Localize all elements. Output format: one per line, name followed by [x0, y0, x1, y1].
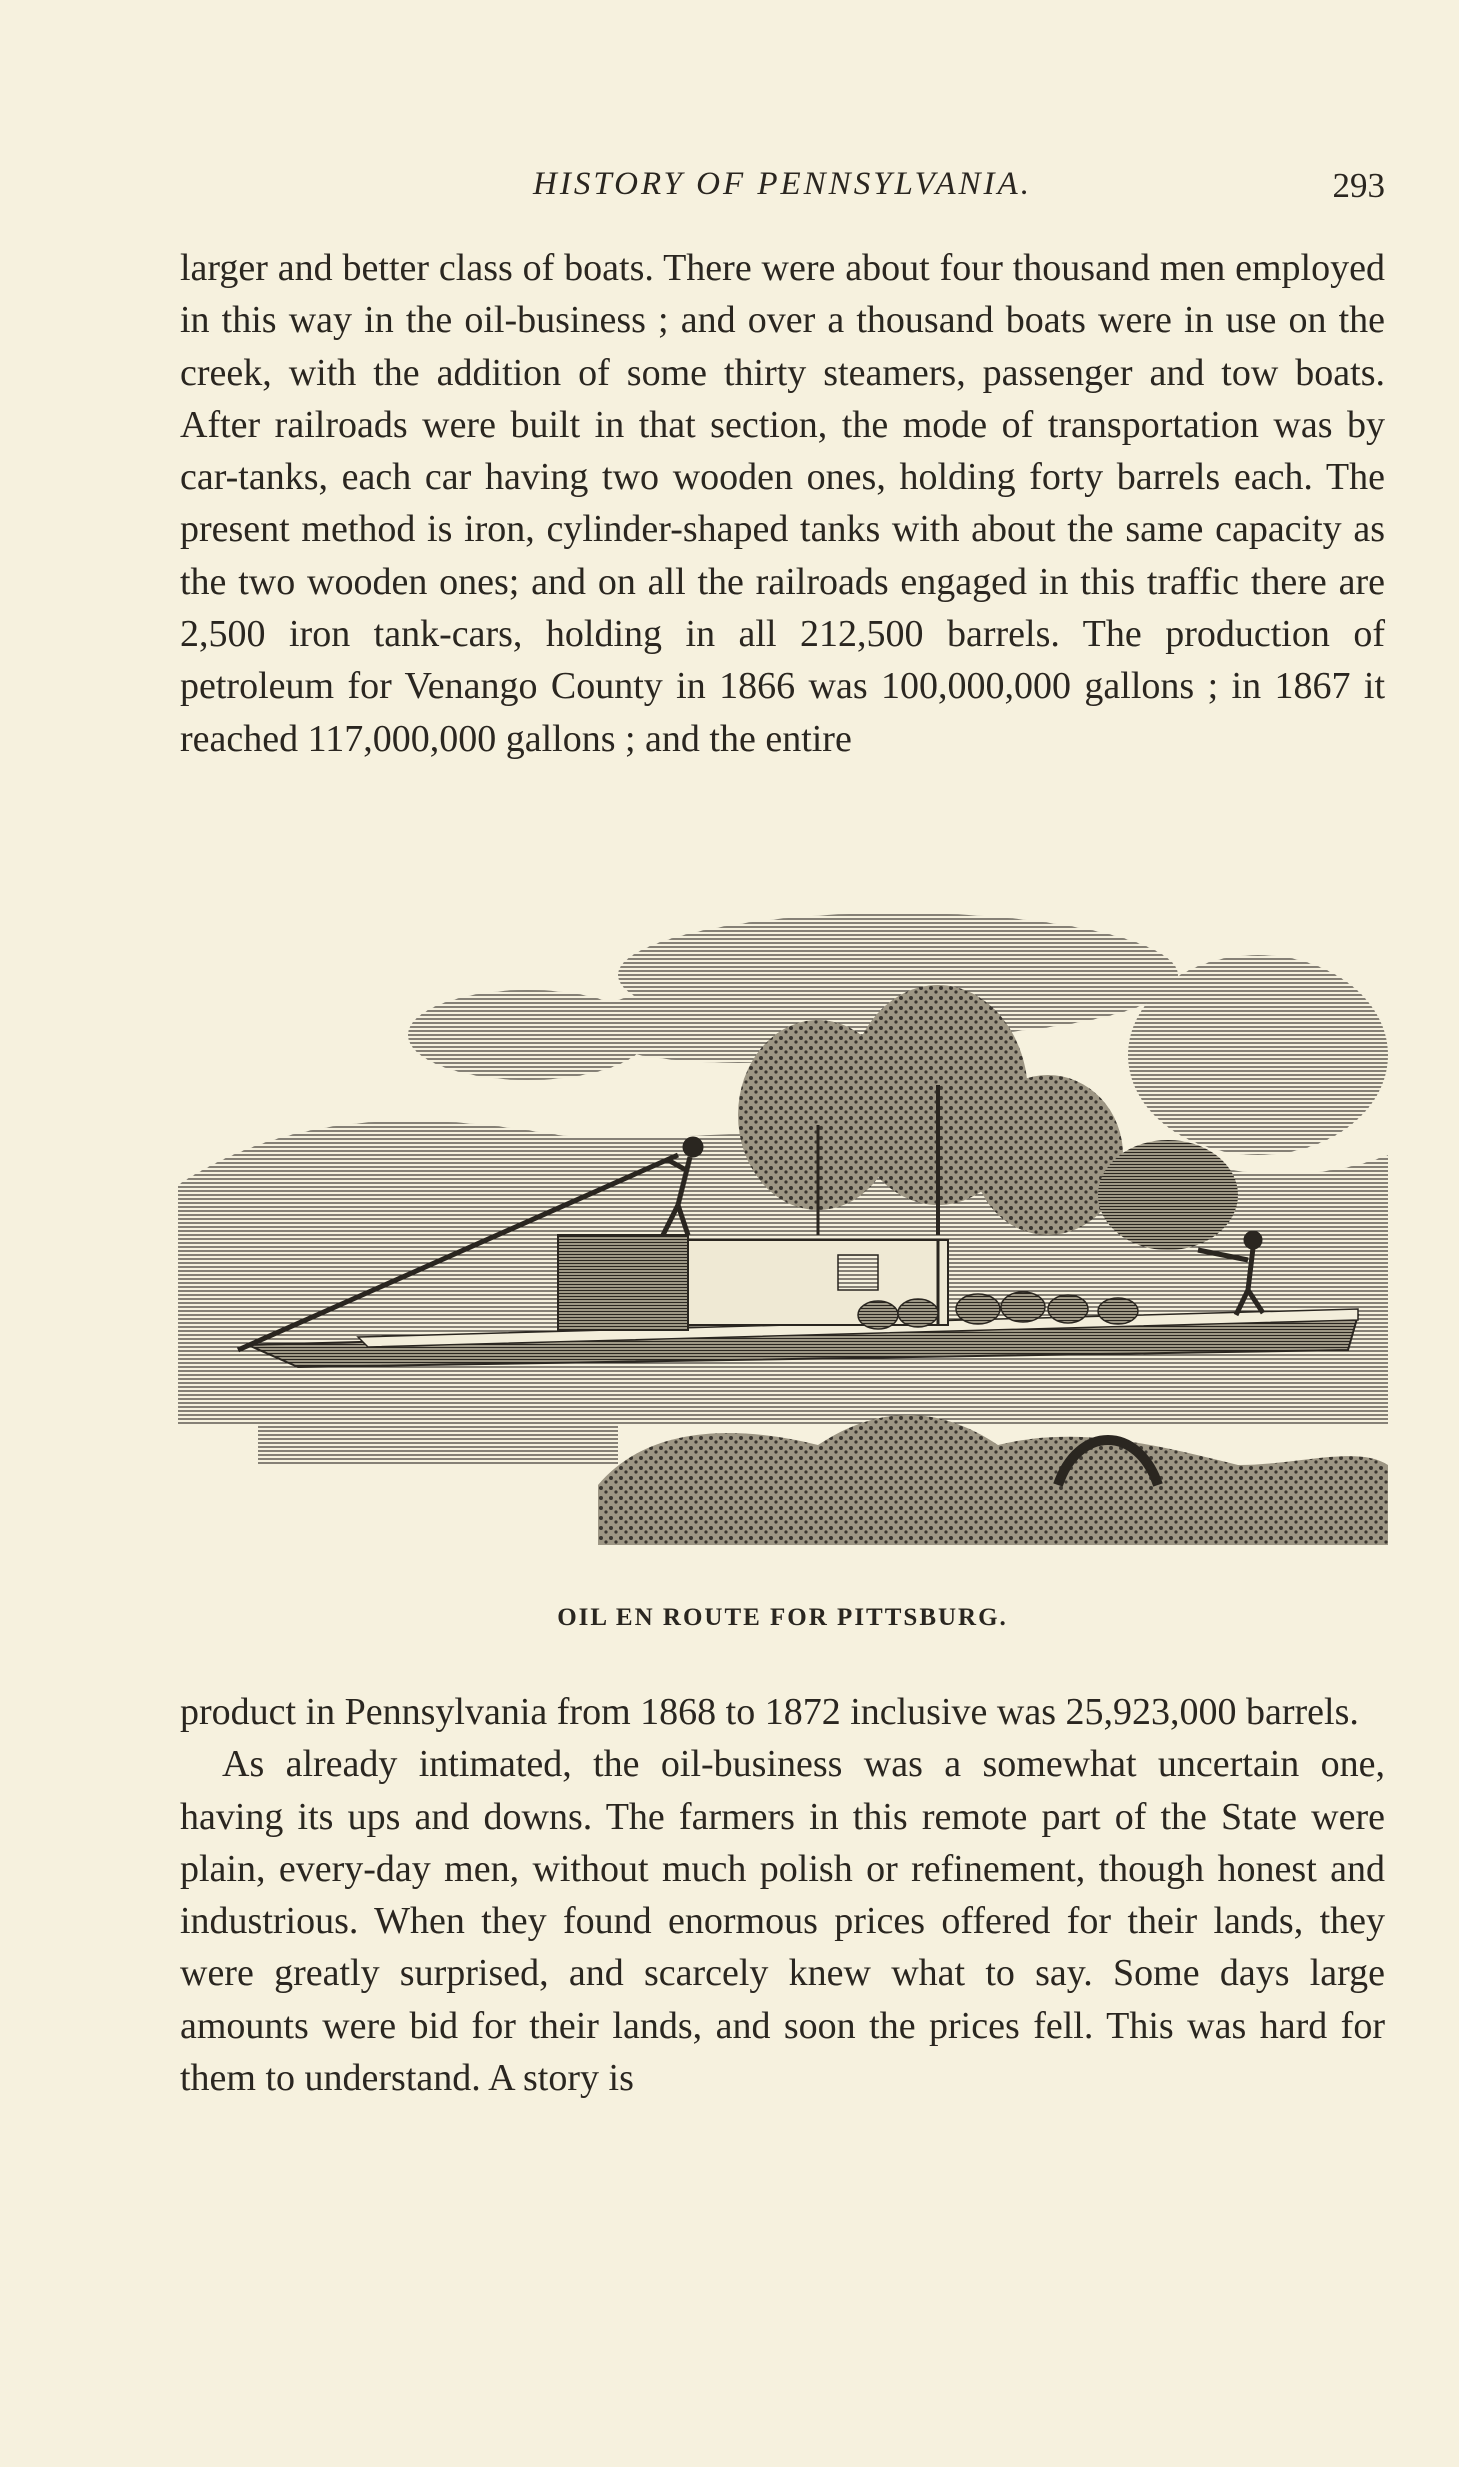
paragraph-bottom-2: As already intimated, the oil-business was a somewhat uncertain one, having its ups and downs. The farmers in this remote part of the State were plain, every-day men, without much polish or refinement, though honest and industrious. When they found enormous prices offered for their lands, they were greatly surprised, and scarcely knew what to say. Some days large amounts were bid for their lands, and soon the prices fell. This was hard for them to understand. A story is: [180, 1743, 1385, 2100]
running-title: HISTORY OF PENNSYLVANIA.: [533, 166, 1032, 202]
paragraph-top: [180, 242, 1385, 765]
paragraph-top-text: larger and better class of boats. There were about four thousand men employed in this way in the oil-business ; and over a thousand boats were in use on the creek, with the addition of some thirty steamers, passenger and tow boats. After railroads were built in that section, the mode of transportation was by car-tanks, each car having two wooden ones, holding forty barrels each. The present method is iron, cylinder-shaped tanks with about the same capacity as the two wooden ones; and on all the railroads engaged in this traffic there are 2,500 iron tank-cars, holding in all 212,500 barrels. The production of petroleum for Venango County in 1866 was 100,000,000 gallons ; in 1867 it reached 117,000,000 gallons ; and the entire: [180, 247, 1385, 760]
paragraph-bottom: [180, 1686, 1385, 2104]
foreground-brush: [598, 1415, 1388, 1545]
illustration-caption: OIL EN ROUTE FOR PITTSBURG.: [557, 1604, 1008, 1631]
engraving-oil-boat: [178, 905, 1388, 1570]
engraving-svg: [178, 905, 1388, 1570]
page-number: 293: [1332, 166, 1385, 205]
running-head: [180, 162, 1385, 212]
paragraph-bottom-1: product in Pennsylvania from 1868 to 1872 inclusive was 25,923,000 barrels.: [180, 1691, 1359, 1733]
